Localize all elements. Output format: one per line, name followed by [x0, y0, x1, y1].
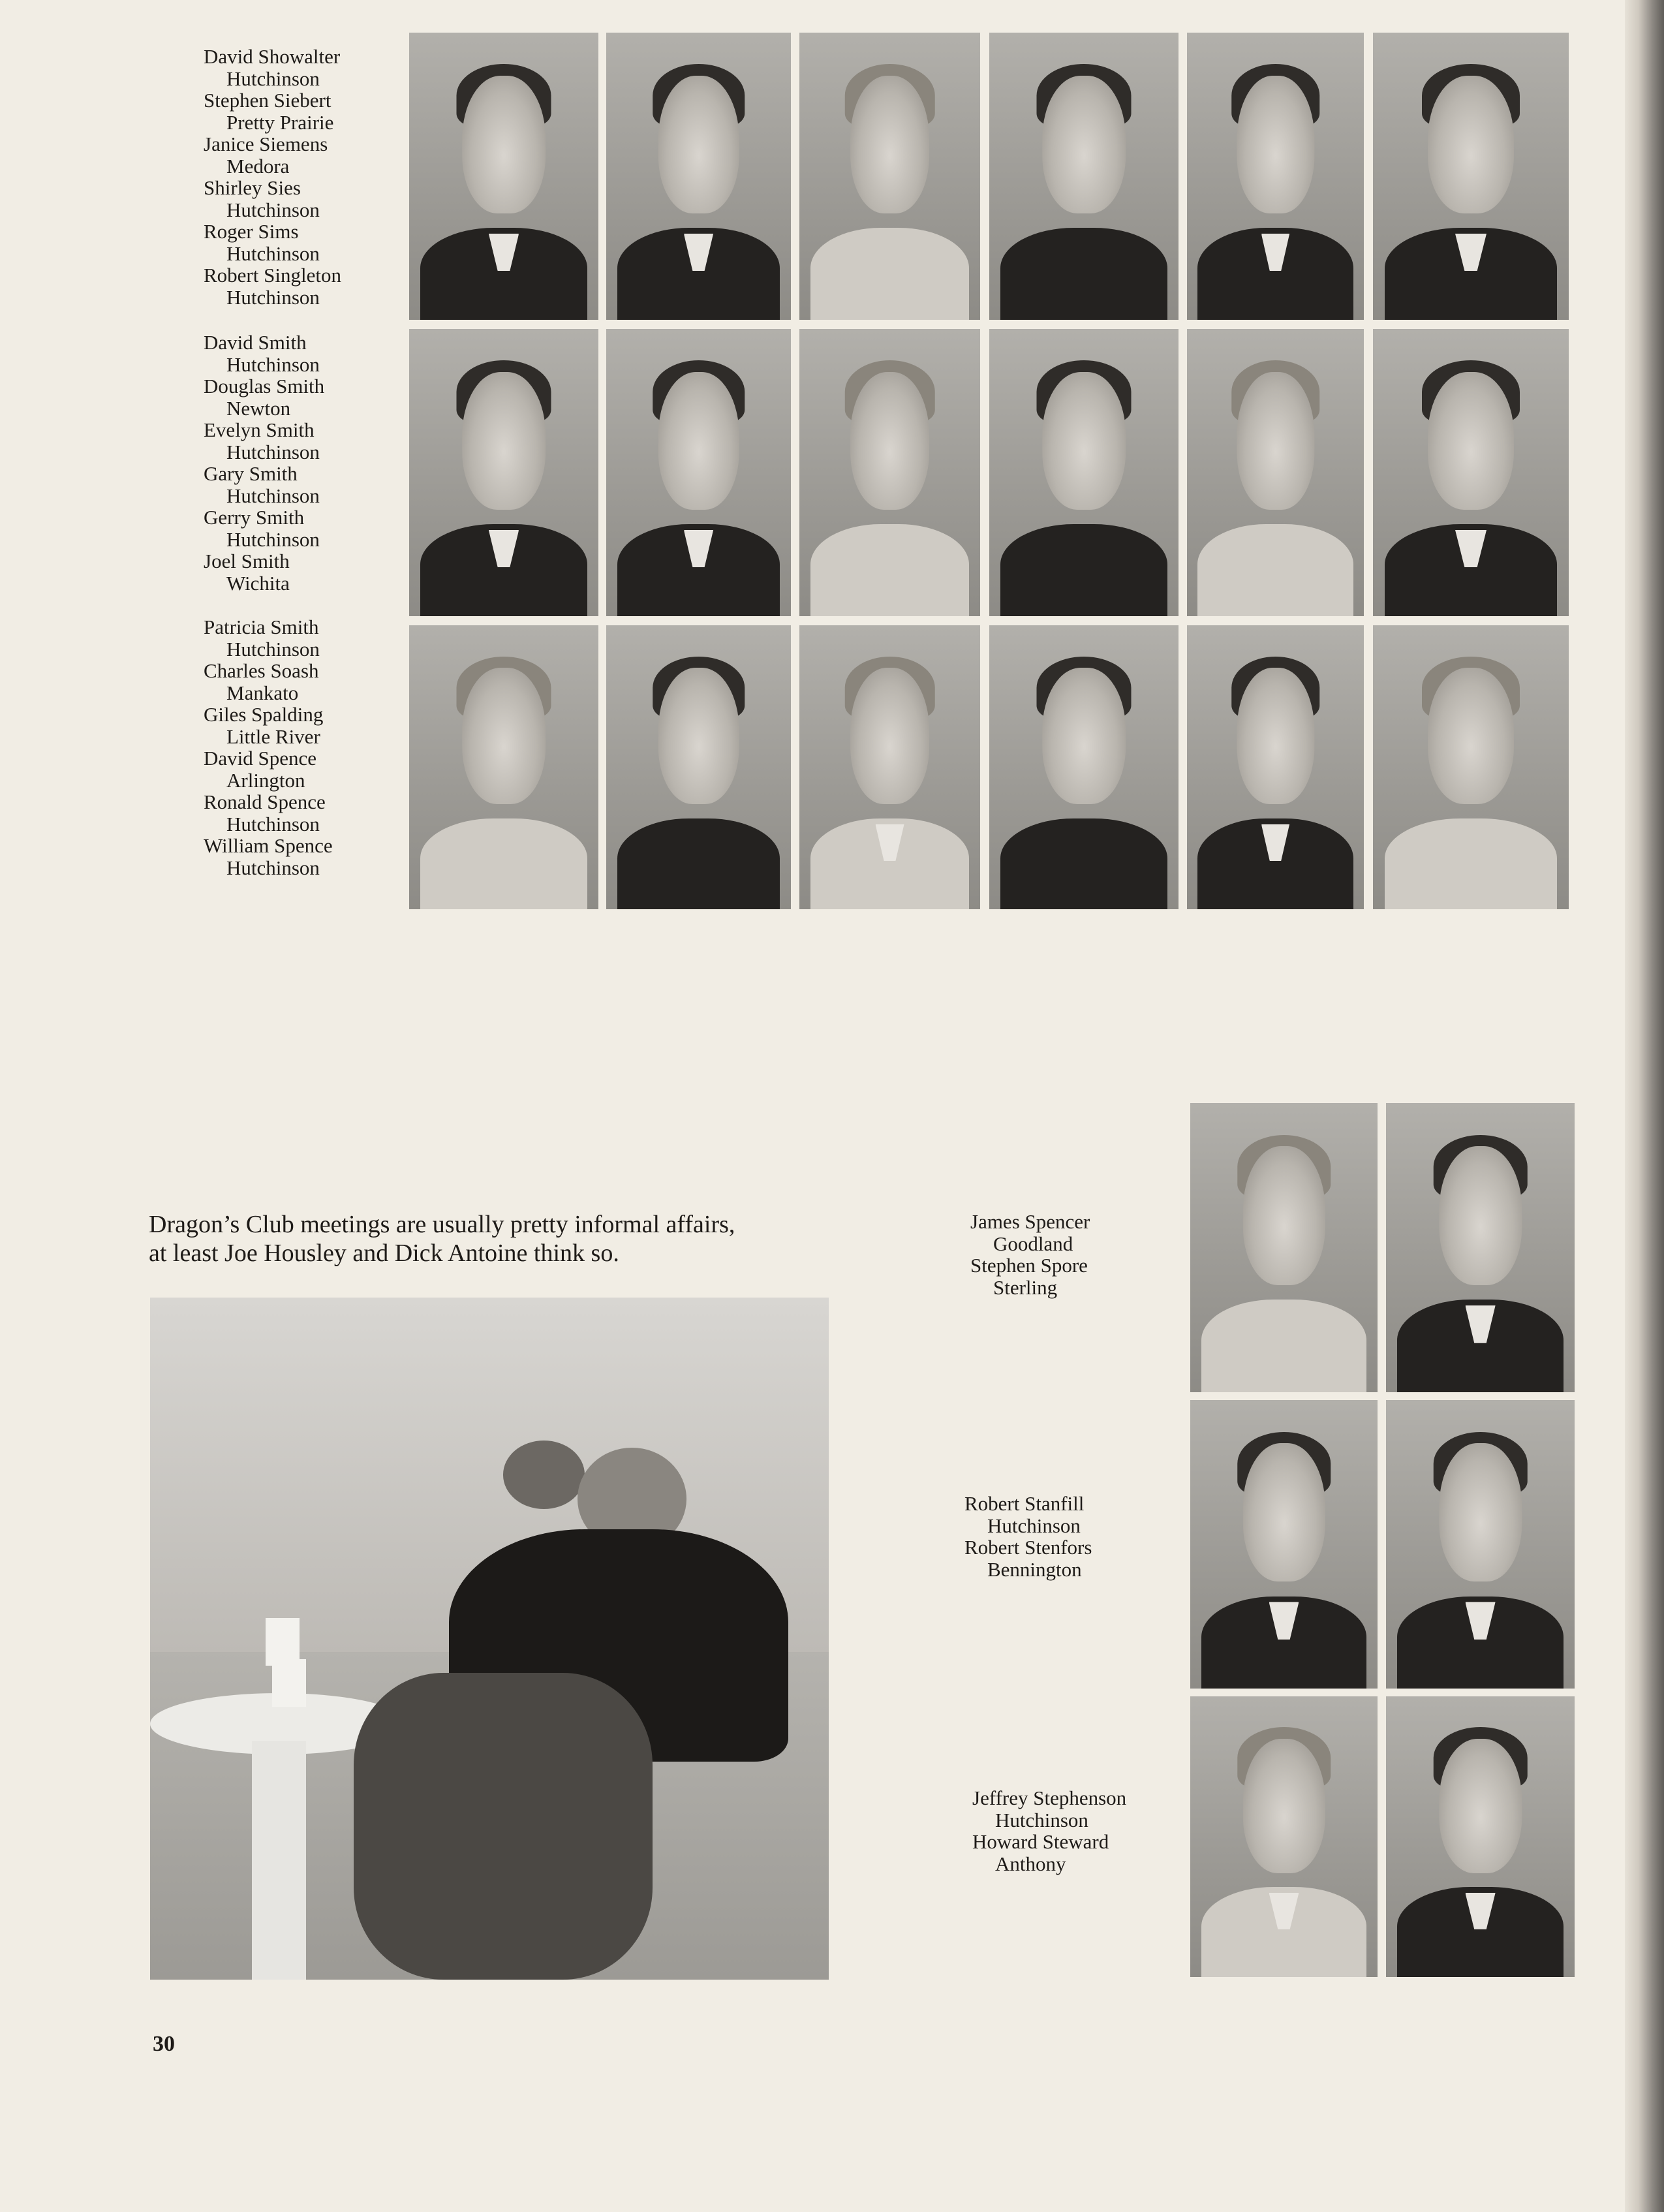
student-hometown: Hutchinson	[995, 1808, 1088, 1831]
name-list-3	[204, 616, 333, 879]
student-hometown: Arlington	[226, 768, 305, 792]
student-hometown: Hutchinson	[226, 856, 320, 879]
name-list-5	[964, 1493, 1092, 1580]
student-hometown: Hutchinson	[226, 812, 320, 835]
page-edge-shadow	[1625, 0, 1664, 2212]
student-hometown: Medora	[226, 154, 290, 178]
student-name: William Spence	[204, 834, 333, 857]
student-name: Charles Soash	[204, 659, 319, 682]
student-name: Howard Steward	[972, 1830, 1109, 1853]
student-name: Roger Sims	[204, 220, 299, 243]
portrait-photo	[799, 329, 980, 616]
photo-caption	[149, 1210, 735, 1268]
caption-line: Dragon’s Club meetings are usually pretty informal affairs,	[149, 1211, 735, 1238]
student-hometown: Wichita	[226, 571, 290, 595]
student-hometown: Goodland	[993, 1232, 1073, 1255]
portrait-photo	[409, 33, 598, 320]
portrait-photo	[1190, 1103, 1378, 1392]
student-hometown: Bennington	[987, 1557, 1082, 1581]
student-hometown: Hutchinson	[226, 527, 320, 551]
student-name: Stephen Siebert	[204, 89, 331, 112]
student-name: David Spence	[204, 747, 317, 770]
student-hometown: Hutchinson	[226, 637, 320, 661]
portrait-photo	[606, 625, 791, 909]
student-hometown: Pretty Prairie	[226, 110, 334, 134]
portrait-photo	[989, 329, 1179, 616]
portrait-photo	[606, 329, 791, 616]
student-name: Jeffrey Stephenson	[972, 1786, 1127, 1809]
student-hometown: Newton	[226, 396, 291, 420]
portrait-photo	[409, 329, 598, 616]
student-name: Giles Spalding	[204, 703, 324, 726]
student-hometown: Hutchinson	[226, 241, 320, 265]
portrait-photo	[799, 33, 980, 320]
name-list-6	[972, 1787, 1126, 1875]
student-name: Joel Smith	[204, 550, 290, 572]
portrait-photo	[1386, 1103, 1575, 1392]
student-hometown: Mankato	[226, 681, 299, 704]
student-name: Robert Stenfors	[964, 1536, 1092, 1559]
student-hometown: Little River	[226, 724, 320, 748]
portrait-photo	[1190, 1696, 1378, 1977]
portrait-photo	[1386, 1400, 1575, 1689]
student-name: Robert Singleton	[204, 264, 341, 287]
portrait-photo	[989, 33, 1179, 320]
name-list-2	[204, 332, 324, 594]
name-list-1	[204, 46, 341, 308]
student-name: David Smith	[204, 331, 307, 354]
portrait-photo	[1187, 625, 1364, 909]
caption-line: at least Joe Housley and Dick Antoine think so.	[149, 1239, 619, 1267]
student-name: Shirley Sies	[204, 176, 301, 199]
student-name: David Showalter	[204, 45, 341, 68]
portrait-photo	[1190, 1400, 1378, 1689]
student-hometown: Hutchinson	[226, 352, 320, 376]
portrait-photo	[1373, 329, 1569, 616]
page-number: 30	[153, 2032, 175, 2056]
student-hometown: Hutchinson	[226, 484, 320, 507]
student-name: Ronald Spence	[204, 790, 326, 813]
student-hometown: Hutchinson	[226, 67, 320, 90]
portrait-photo	[1187, 33, 1364, 320]
student-name: Patricia Smith	[204, 615, 319, 638]
portrait-photo	[409, 625, 598, 909]
student-hometown: Hutchinson	[226, 198, 320, 221]
portrait-photo	[989, 625, 1179, 909]
portrait-photo	[1187, 329, 1364, 616]
student-name: Evelyn Smith	[204, 418, 315, 441]
portrait-photo	[606, 33, 791, 320]
student-name: Gary Smith	[204, 462, 298, 485]
student-hometown: Hutchinson	[987, 1514, 1081, 1537]
student-name: Stephen Spore	[970, 1254, 1088, 1277]
name-list-4	[970, 1211, 1090, 1298]
student-hometown: Anthony	[995, 1852, 1066, 1875]
portrait-photo	[1386, 1696, 1575, 1977]
portrait-photo	[1373, 33, 1569, 320]
student-hometown: Sterling	[993, 1275, 1058, 1299]
student-name: Gerry Smith	[204, 506, 305, 529]
portrait-photo	[799, 625, 980, 909]
student-hometown: Hutchinson	[226, 285, 320, 309]
candid-club-photo	[150, 1298, 829, 1980]
student-name: Robert Stanfill	[964, 1492, 1085, 1515]
student-name: Janice Siemens	[204, 132, 328, 155]
student-hometown: Hutchinson	[226, 440, 320, 463]
student-name: Douglas Smith	[204, 375, 325, 397]
portrait-photo	[1373, 625, 1569, 909]
student-name: James Spencer	[970, 1210, 1090, 1233]
